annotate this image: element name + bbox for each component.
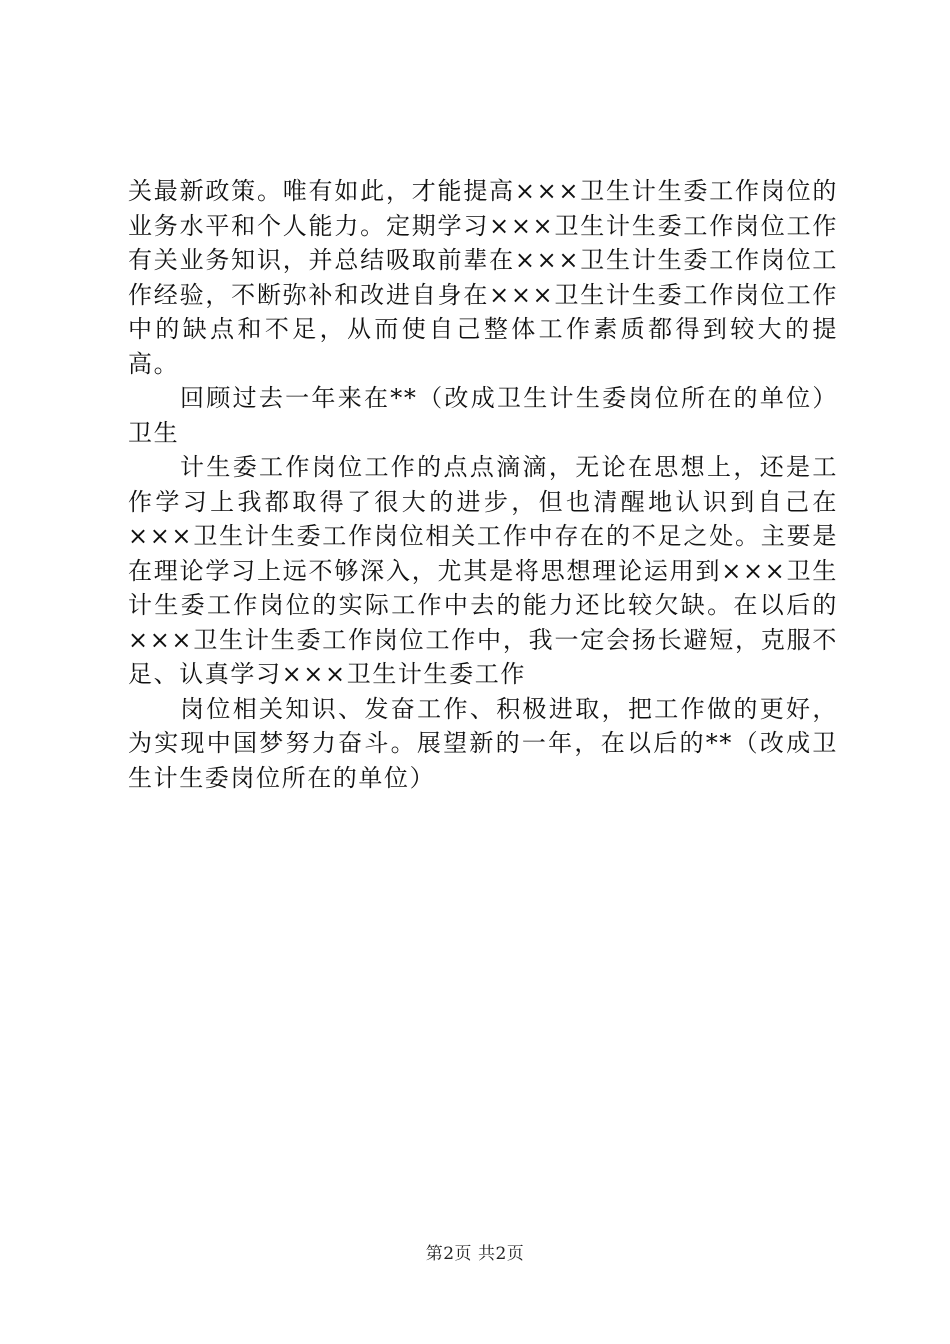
document-body [128, 174, 838, 795]
paragraph-4: 岗位相关知识、发奋工作、积极进取，把工作做的更好，为实现中国梦努力奋斗。展望新的一年，在以后的**（改成卫生计生委岗位所在的单位） [128, 694, 838, 792]
paragraph-3: 计生委工作岗位工作的点点滴滴，无论在思想上，还是工作学习上我都取得了很大的进步，但也清醒地认识到自己在×××卫生计生委工作岗位相关工作中存在的不足之处。主要是在理论学习上远不够深入，尤其是将思想理论运用到×××卫生计生委工作岗位的实际工作中去的能力还比较欠缺。在以后的×××卫生计生委工作岗位工作中，我一定会扬长避短，克服不足、认真学习×××卫生计生委工作 [128, 453, 838, 688]
paragraph-2: 回顾过去一年来在**（改成卫生计生委岗位所在的单位）卫生 [128, 384, 838, 447]
paragraph-1: 关最新政策。唯有如此，才能提高×××卫生计生委工作岗位的业务水平和个人能力。定期学习×××卫生计生委工作岗位工作有关业务知识，并总结吸取前辈在×××卫生计生委工作岗位工作经验，不断弥补和改进自身在×××卫生计生委工作岗位工作中的缺点和不足，从而使自己整体工作素质都得到较大的提高。 [128, 177, 838, 378]
page-number-footer: 第2页 共2页 [425, 1244, 525, 1264]
